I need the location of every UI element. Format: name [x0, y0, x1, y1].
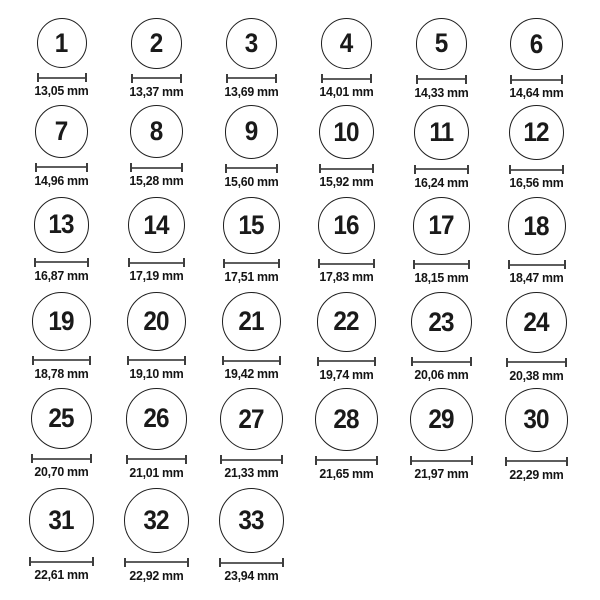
ring-size-number: 24	[523, 306, 550, 337]
ring-circle	[318, 197, 375, 254]
diameter-ruler-icon	[226, 74, 277, 83]
diameter-label: 16,56 mm	[509, 175, 564, 191]
ring-size-number: 31	[48, 504, 75, 535]
ring-circle	[319, 105, 373, 159]
diameter-label: 19,74 mm	[319, 366, 374, 382]
diameter-ruler-icon	[225, 164, 279, 173]
ring-circle	[416, 18, 468, 70]
ring-size-cell	[204, 292, 299, 383]
ring-size-cell	[109, 105, 204, 190]
diameter-label: 22,29 mm	[509, 466, 564, 482]
ring-size-number: 11	[429, 116, 454, 147]
ring-size-cell	[489, 388, 584, 482]
diameter-ruler-icon	[506, 358, 567, 367]
chart-row	[14, 105, 584, 190]
diameter-label: 17,51 mm	[224, 268, 279, 284]
chart-row	[14, 488, 299, 583]
ring-size-cell	[394, 18, 489, 100]
ring-size-number: 9	[245, 116, 258, 147]
diameter-label: 15,92 mm	[319, 174, 374, 190]
ring-circle	[506, 292, 567, 353]
diameter-ruler-icon	[32, 356, 91, 365]
diameter-label: 15,60 mm	[224, 173, 279, 189]
diameter-ruler-icon	[416, 75, 468, 84]
ring-size-cell	[14, 488, 109, 583]
ring-circle	[128, 197, 184, 253]
diameter-label: 17,83 mm	[319, 269, 374, 284]
diameter-ruler-icon	[124, 558, 189, 567]
ring-size-cell	[109, 388, 204, 482]
ring-circle	[219, 488, 284, 553]
ring-circle	[413, 197, 471, 255]
ring-size-cell	[394, 105, 489, 190]
ring-size-number: 4	[340, 28, 353, 59]
diameter-ruler-icon	[505, 457, 569, 466]
ring-size-number: 25	[48, 403, 75, 434]
ring-circle	[226, 18, 277, 69]
diameter-label: 13,69 mm	[224, 83, 279, 99]
diameter-label: 21,97 mm	[414, 466, 469, 482]
ring-size-number: 10	[333, 116, 360, 147]
ring-size-number: 16	[333, 210, 360, 240]
ring-circle	[411, 292, 471, 352]
ring-circle	[126, 388, 188, 450]
diameter-ruler-icon	[128, 258, 184, 267]
ring-size-cell	[204, 488, 299, 583]
ring-circle	[509, 105, 564, 160]
diameter-label: 22,61 mm	[34, 567, 89, 583]
diameter-ruler-icon	[414, 165, 469, 174]
diameter-ruler-icon	[509, 165, 564, 174]
ring-size-cell	[489, 105, 584, 190]
diameter-ruler-icon	[31, 454, 92, 463]
diameter-ruler-icon	[317, 357, 377, 366]
diameter-ruler-icon	[219, 558, 284, 567]
diameter-label: 18,78 mm	[34, 365, 89, 381]
ring-size-cell	[204, 388, 299, 482]
diameter-ruler-icon	[223, 259, 280, 268]
diameter-label: 14,01 mm	[319, 84, 374, 100]
diameter-label: 13,37 mm	[129, 83, 184, 99]
diameter-ruler-icon	[508, 260, 566, 269]
ring-size-number: 26	[143, 403, 170, 434]
diameter-label: 21,33 mm	[224, 465, 279, 481]
ring-circle	[35, 105, 88, 158]
ring-size-number: 17	[428, 210, 455, 241]
diameter-label: 17,19 mm	[129, 268, 184, 284]
ring-circle	[124, 488, 189, 553]
ring-size-number: 28	[333, 403, 360, 434]
chart-row	[14, 292, 584, 383]
diameter-label: 19,10 mm	[129, 365, 184, 381]
diameter-ruler-icon	[319, 164, 373, 173]
diameter-ruler-icon	[127, 356, 186, 365]
ring-size-cell	[394, 197, 489, 285]
ring-size-cell	[109, 292, 204, 383]
diameter-ruler-icon	[126, 455, 188, 464]
ring-size-number: 33	[238, 505, 265, 535]
diameter-label: 14,33 mm	[414, 84, 469, 100]
ring-circle	[510, 18, 562, 70]
ring-size-number: 20	[143, 305, 170, 336]
ring-size-number: 5	[435, 28, 448, 59]
ring-size-cell	[14, 105, 109, 190]
diameter-label: 20,06 mm	[414, 367, 469, 383]
diameter-ruler-icon	[34, 258, 90, 267]
diameter-ruler-icon	[37, 73, 87, 82]
diameter-ruler-icon	[222, 356, 281, 365]
diameter-label: 23,94 mm	[224, 568, 279, 583]
ring-size-number: 13	[48, 209, 75, 240]
diameter-ruler-icon	[130, 163, 183, 172]
ring-size-number: 18	[523, 210, 550, 241]
ring-size-cell	[299, 18, 394, 100]
diameter-label: 15,28 mm	[129, 173, 184, 189]
ring-size-number: 15	[238, 209, 265, 240]
ring-circle	[131, 18, 182, 69]
ring-size-cell	[14, 197, 109, 285]
ring-circle	[223, 197, 280, 254]
ring-size-cell	[204, 105, 299, 190]
ring-size-number: 14	[143, 209, 170, 240]
ring-circle	[127, 292, 186, 351]
diameter-label: 22,92 mm	[129, 567, 184, 583]
ring-size-number: 22	[333, 306, 360, 337]
ring-size-cell	[109, 18, 204, 100]
ring-circle	[321, 18, 372, 69]
diameter-label: 18,15 mm	[414, 269, 469, 285]
ring-circle	[34, 197, 90, 253]
diameter-ruler-icon	[29, 557, 93, 566]
ring-size-cell	[299, 197, 394, 285]
ring-circle	[130, 105, 183, 158]
diameter-ruler-icon	[411, 357, 471, 366]
ring-circle	[315, 388, 378, 451]
ring-circle	[317, 292, 377, 352]
ring-size-cell	[489, 292, 584, 383]
ring-size-cell	[204, 197, 299, 285]
ring-size-number: 23	[428, 306, 455, 337]
diameter-ruler-icon	[410, 456, 473, 465]
ring-size-number: 29	[428, 404, 455, 435]
ring-size-number: 7	[55, 115, 68, 146]
ring-size-cell	[299, 292, 394, 383]
ring-size-number: 8	[150, 116, 163, 147]
diameter-ruler-icon	[131, 74, 182, 83]
ring-size-number: 30	[523, 404, 550, 435]
diameter-ruler-icon	[220, 455, 282, 464]
ring-size-cell	[299, 105, 394, 190]
ring-circle	[508, 197, 566, 255]
ring-size-cell	[204, 18, 299, 100]
diameter-ruler-icon	[413, 260, 471, 269]
ring-circle	[225, 105, 279, 159]
diameter-label: 14,96 mm	[34, 172, 89, 188]
diameter-ruler-icon	[321, 74, 372, 83]
ring-size-cell	[14, 292, 109, 383]
diameter-label: 18,47 mm	[509, 270, 564, 285]
ring-size-number: 1	[55, 27, 68, 58]
ring-size-number: 27	[238, 403, 265, 434]
diameter-label: 21,01 mm	[129, 464, 184, 480]
diameter-label: 13,05 mm	[34, 83, 89, 98]
ring-size-number: 21	[238, 306, 265, 337]
ring-size-cell	[299, 388, 394, 482]
ring-circle	[222, 292, 281, 351]
diameter-label: 14,64 mm	[509, 85, 564, 101]
diameter-ruler-icon	[35, 163, 88, 172]
ring-size-cell	[394, 388, 489, 482]
diameter-label: 20,70 mm	[34, 464, 89, 480]
ring-size-cell	[394, 292, 489, 383]
diameter-ruler-icon	[510, 75, 562, 84]
ring-circle	[220, 388, 282, 450]
diameter-ruler-icon	[318, 259, 375, 268]
chart-row	[14, 388, 584, 482]
ring-circle	[37, 18, 87, 68]
ring-size-number: 32	[143, 504, 170, 535]
ring-circle	[32, 292, 91, 351]
ring-size-cell	[489, 197, 584, 285]
ring-size-number: 2	[150, 27, 163, 58]
ring-circle	[29, 488, 93, 552]
diameter-label: 19,42 mm	[224, 366, 279, 382]
ring-size-cell	[14, 388, 109, 482]
diameter-ruler-icon	[315, 456, 378, 465]
ring-size-number: 19	[48, 305, 75, 336]
diameter-label: 20,38 mm	[509, 367, 564, 383]
ring-size-number: 6	[530, 28, 543, 59]
diameter-label: 21,65 mm	[319, 465, 374, 481]
ring-circle	[410, 388, 473, 451]
chart-row	[14, 18, 584, 100]
ring-circle	[31, 388, 92, 449]
ring-circle	[505, 388, 569, 452]
diameter-label: 16,87 mm	[34, 267, 89, 283]
ring-size-cell	[109, 197, 204, 285]
ring-circle	[414, 105, 469, 160]
chart-row	[14, 197, 584, 285]
ring-size-number: 3	[245, 27, 258, 58]
ring-size-number: 12	[523, 117, 550, 148]
ring-size-cell	[14, 18, 109, 100]
diameter-label: 16,24 mm	[414, 174, 469, 190]
ring-size-cell	[489, 18, 584, 100]
ring-size-cell	[109, 488, 204, 583]
